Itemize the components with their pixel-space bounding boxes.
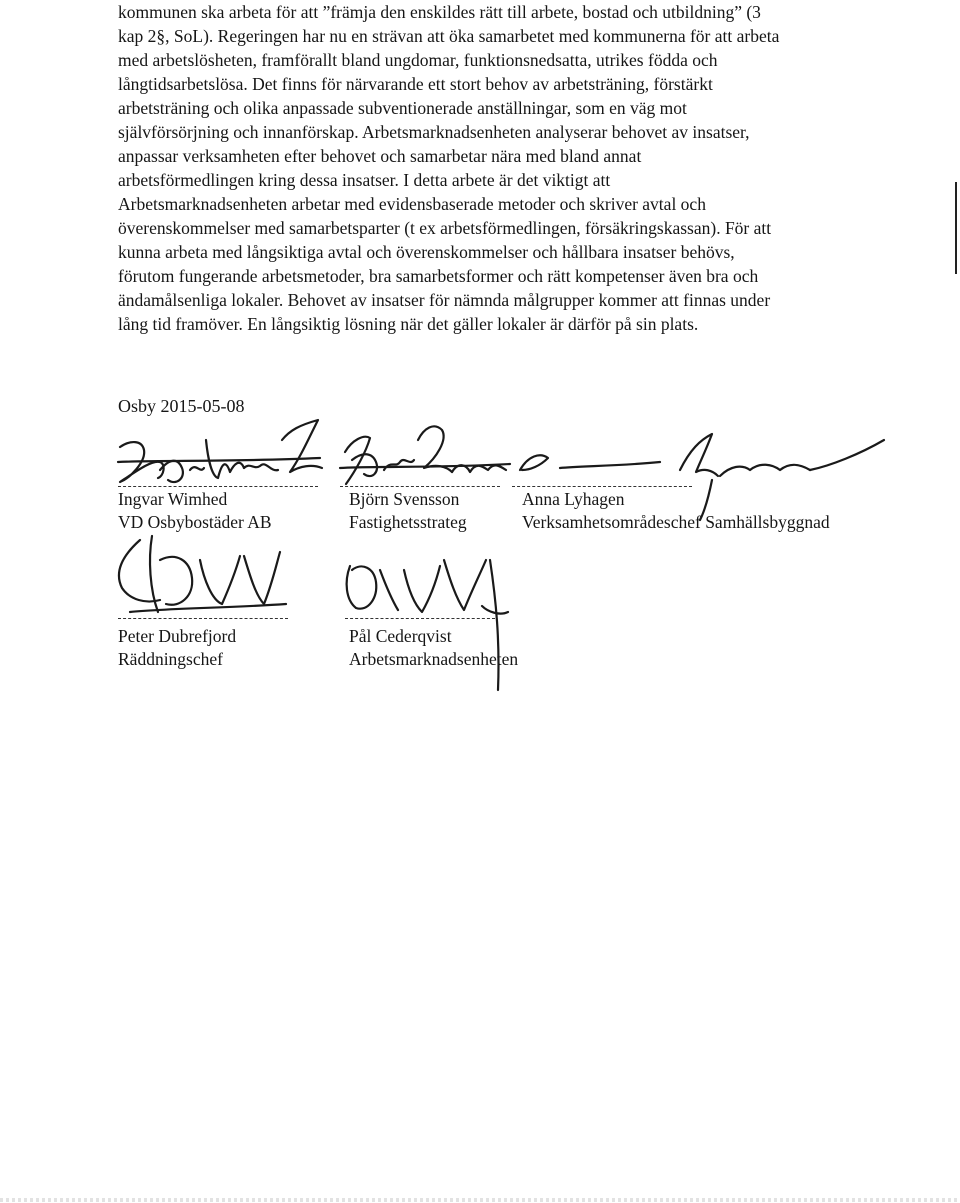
signatory-name: Peter Dubrefjord <box>118 626 237 646</box>
paragraph-line: långtidsarbetslösa. Det finns för närvarande ett stort behov av arbetsträning, förstärkt <box>118 74 713 94</box>
signature-line <box>118 486 318 487</box>
margin-mark <box>955 182 957 274</box>
signatory-name: Ingvar Wimhed <box>118 489 228 509</box>
signatory-title: Verksamhetsområdeschef Samhällsbyggnad <box>522 512 830 532</box>
signature-line <box>512 486 692 487</box>
signatory-bjorn-svensson <box>349 488 467 534</box>
paragraph-line: kunna arbeta med långsiktiga avtal och överenskommelser och hållbara insatser behövs, <box>118 242 735 262</box>
paragraph-line: lång tid framöver. En långsiktig lösning när det gäller lokaler är därför på sin plats. <box>118 314 699 334</box>
signatory-title: Arbetsmarknadsenheten <box>349 649 519 669</box>
signatory-title: Fastighetsstrateg <box>349 512 467 532</box>
signature-peter-dubrefjord-ink <box>119 536 286 612</box>
paragraph-line: förutom fungerande arbetsmetoder, bra samarbetsformer och rätt kompetenser även bra och <box>118 266 759 286</box>
paragraph-line: med arbetslösheten, framförallt bland ungdomar, funktionsnedsatta, utrikes födda och <box>118 50 718 70</box>
paragraph-line: anpassar verksamheten efter behovet och samarbetar nära med bland annat <box>118 146 642 166</box>
signature-line <box>340 486 500 487</box>
place-date: Osby 2015-05-08 <box>118 396 245 416</box>
signatory-name: Björn Svensson <box>349 489 460 509</box>
paragraph-line: överenskommelser med samarbetsparter (t ex arbetsförmedlingen, försäkringskassan). För att <box>118 218 772 238</box>
scan-edge <box>0 1198 960 1202</box>
signature-bjorn-svensson-ink <box>340 426 510 484</box>
paragraph-line: självförsörjning och innanförskap. Arbetsmarknadsenheten analyserar behovet av insatser, <box>118 122 750 142</box>
signatory-pal-cederqvist <box>349 625 518 671</box>
signature-line <box>118 618 288 619</box>
body-paragraph <box>118 0 853 336</box>
paragraph-line: kap 2§, SoL). Regeringen har nu en strävan att öka samarbetet med kommunerna för att arbeta <box>118 26 780 46</box>
signatory-peter-dubrefjord <box>118 625 236 671</box>
paragraph-line: kommunen ska arbeta för att ”främja den enskildes rätt till arbete, bostad och utbildning” (3 <box>118 2 761 22</box>
signatory-title: Räddningschef <box>118 649 223 669</box>
paragraph-line: Arbetsmarknadsenheten arbetar med evidensbaserade metoder och skriver avtal och <box>118 194 706 214</box>
signatory-name: Anna Lyhagen <box>522 489 625 509</box>
signature-line <box>345 618 495 619</box>
paragraph-line: arbetsträning och olika anpassade subventionerade anställningar, som en väg mot <box>118 98 687 118</box>
signatory-anna-lyhagen <box>522 488 830 534</box>
paragraph-line: ändamålsenliga lokaler. Behovet av insatser för nämnda målgrupper kommer att finnas under <box>118 290 771 310</box>
paragraph-line: arbetsförmedlingen kring dessa insatser. I detta arbete är det viktigt att <box>118 170 611 190</box>
signatory-name: Pål Cederqvist <box>349 626 452 646</box>
signatory-title: VD Osbybostäder AB <box>118 512 272 532</box>
signatory-ingvar-wimhed <box>118 488 272 534</box>
signature-ingvar-wimhed-ink <box>118 420 322 482</box>
